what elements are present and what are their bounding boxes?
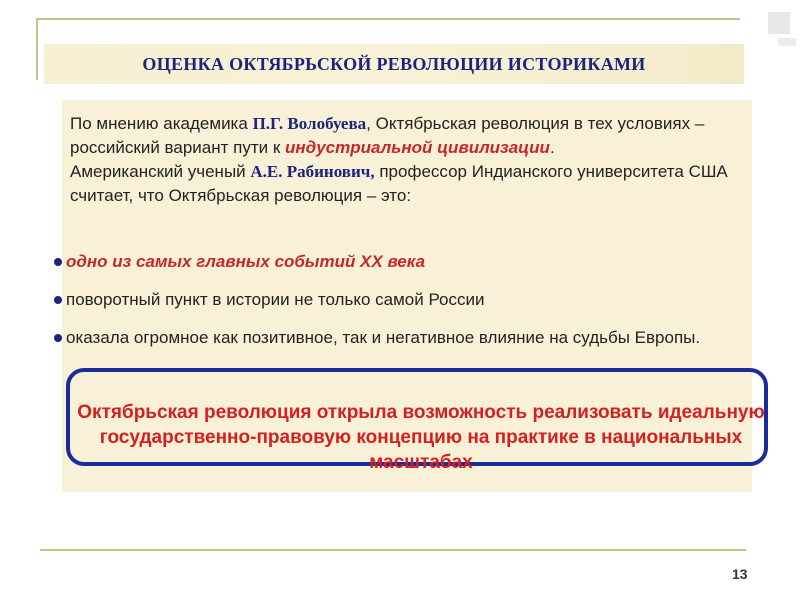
top-rule bbox=[36, 18, 740, 20]
bullet-list bbox=[52, 250, 752, 364]
bullet-text: поворотный пункт в истории не только самой России bbox=[66, 290, 485, 309]
slide-title: ОЦЕНКА ОКТЯБРЬСКОЙ РЕВОЛЮЦИИ ИСТОРИКАМИ bbox=[142, 53, 646, 74]
p2-name: А.Е. Рабинович bbox=[250, 162, 371, 181]
callout-text: Октябрьская революция открыла возможность реализовать идеальную государственно-правовую концепцию на практике в национальных масштабах bbox=[77, 402, 765, 473]
bullet-dot-icon bbox=[54, 334, 62, 342]
p2-prefix: Американский ученый bbox=[70, 162, 251, 181]
intro-paragraph bbox=[70, 112, 740, 208]
page-number: 13 bbox=[732, 566, 748, 582]
bottom-rule bbox=[40, 549, 746, 551]
p1-prefix: По мнению академика bbox=[70, 114, 253, 133]
bullet-item bbox=[52, 288, 752, 312]
bullet-dot-icon bbox=[54, 258, 62, 266]
title-bar bbox=[44, 44, 744, 84]
p1-accent: индустриальной цивилизации bbox=[285, 138, 550, 157]
p2-comma: , bbox=[370, 162, 375, 181]
corner-decoration-small bbox=[778, 38, 796, 46]
left-rule bbox=[36, 18, 38, 80]
bullet-item bbox=[52, 326, 752, 350]
bullet-text: одно из самых главных событий ХХ века bbox=[66, 252, 426, 271]
bullet-item bbox=[52, 250, 752, 274]
p2-rest: профессор Индианского университета США считает, что Октябрьская революция – это: bbox=[70, 162, 728, 205]
p1-name: П.Г. Волобуева bbox=[252, 114, 367, 133]
bullet-dot-icon bbox=[54, 296, 62, 304]
p1-end: . bbox=[549, 138, 555, 157]
bullet-text: оказала огромное как позитивное, так и негативное влияние на судьбы Европы. bbox=[66, 328, 701, 347]
corner-decoration bbox=[768, 12, 790, 34]
p1-middle: , Октябрьская революция в тех условиях – российский вариант пути к bbox=[70, 114, 705, 157]
